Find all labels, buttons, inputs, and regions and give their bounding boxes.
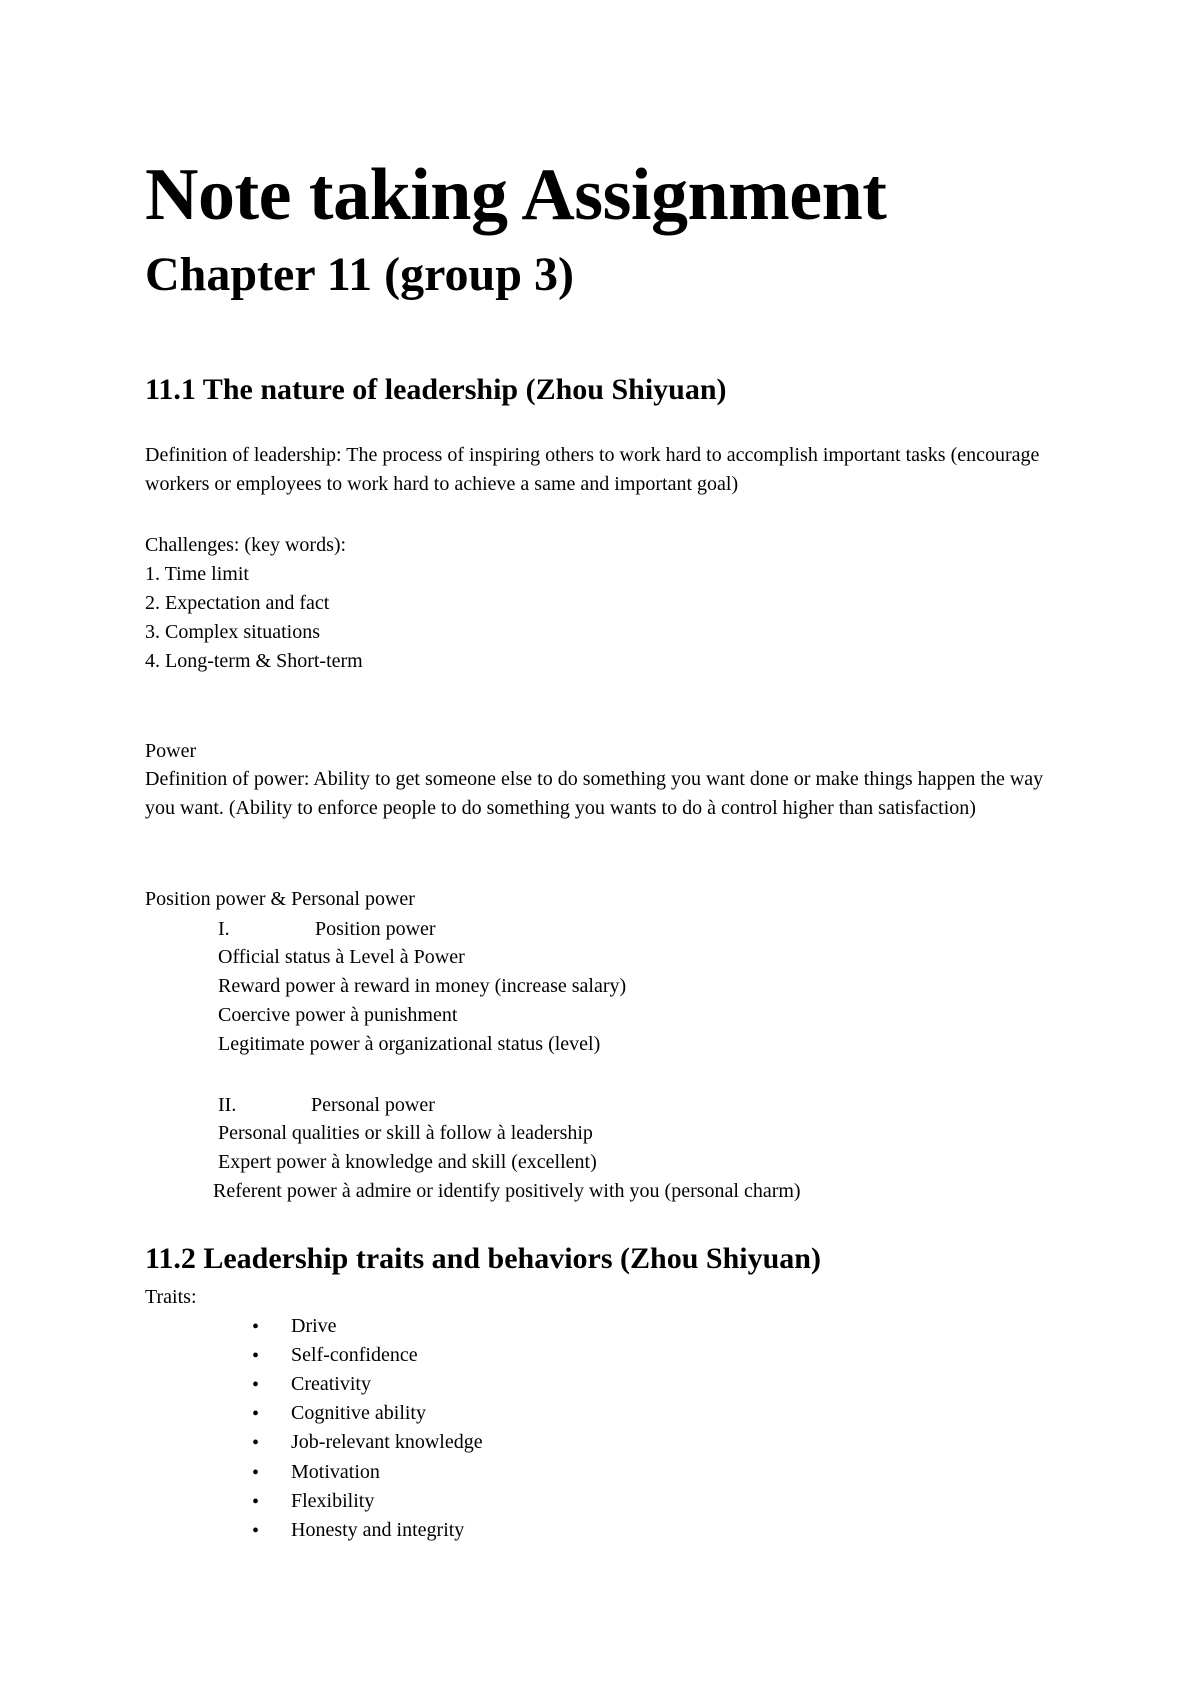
trait-item: Honesty and integrity xyxy=(291,1519,465,1541)
bullet-icon: • xyxy=(252,1520,260,1542)
power-definition: Definition of power: Ability to get someone else to do something you want done or make things happen the way you want. (Ability to enforce people to do something you wants to do à control higher than satisfaction) xyxy=(145,768,1044,819)
position-power-item: Legitimate power à organizational status (level) xyxy=(218,1033,601,1055)
personal-power-item: Expert power à knowledge and skill (excellent) xyxy=(218,1151,597,1173)
traits-label: Traits: xyxy=(145,1286,197,1308)
document-subtitle: Chapter 11 (group 3) xyxy=(145,248,574,301)
bullet-icon: • xyxy=(252,1316,260,1338)
power-types-label: Position power & Personal power xyxy=(145,888,415,910)
power-label: Power xyxy=(145,740,197,762)
position-power-item: Reward power à reward in money (increase salary) xyxy=(218,975,627,997)
position-power-item: Official status à Level à Power xyxy=(218,946,465,968)
position-power-numeral: I. xyxy=(218,918,230,940)
leadership-definition: Definition of leadership: The process of inspiring others to work hard to accomplish important tasks (encourage workers or employees to work hard to achieve a same and important goal) xyxy=(145,444,1040,495)
bullet-icon: • xyxy=(252,1491,260,1513)
document-title: Note taking Assignment xyxy=(145,154,887,236)
position-power-heading: Position power xyxy=(315,918,436,940)
bullet-icon: • xyxy=(252,1432,260,1454)
challenge-item: 2. Expectation and fact xyxy=(145,592,330,614)
challenges-label: Challenges: (key words): xyxy=(145,534,347,556)
challenge-item: 1. Time limit xyxy=(145,563,249,585)
bullet-icon: • xyxy=(252,1462,260,1484)
personal-power-heading: Personal power xyxy=(311,1094,435,1116)
trait-item: Job-relevant knowledge xyxy=(291,1431,483,1453)
position-power-item: Coercive power à punishment xyxy=(218,1004,458,1026)
personal-power-item: Personal qualities or skill à follow à leadership xyxy=(218,1122,593,1144)
challenge-item: 3. Complex situations xyxy=(145,621,320,643)
section-heading-11-1: 11.1 The nature of leadership (Zhou Shiyuan) xyxy=(145,373,727,406)
trait-item: Drive xyxy=(291,1315,337,1337)
challenge-item: 4. Long-term & Short-term xyxy=(145,650,363,672)
trait-item: Creativity xyxy=(291,1373,371,1395)
personal-power-numeral: II. xyxy=(218,1094,237,1116)
trait-item: Motivation xyxy=(291,1461,380,1483)
section-heading-11-2: 11.2 Leadership traits and behaviors (Zhou Shiyuan) xyxy=(145,1242,821,1275)
trait-item: Cognitive ability xyxy=(291,1402,426,1424)
personal-power-item: Referent power à admire or identify positively with you (personal charm) xyxy=(213,1180,801,1202)
bullet-icon: • xyxy=(252,1374,260,1396)
bullet-icon: • xyxy=(252,1345,260,1367)
bullet-icon: • xyxy=(252,1403,260,1425)
trait-item: Self-confidence xyxy=(291,1344,418,1366)
trait-item: Flexibility xyxy=(291,1490,375,1512)
